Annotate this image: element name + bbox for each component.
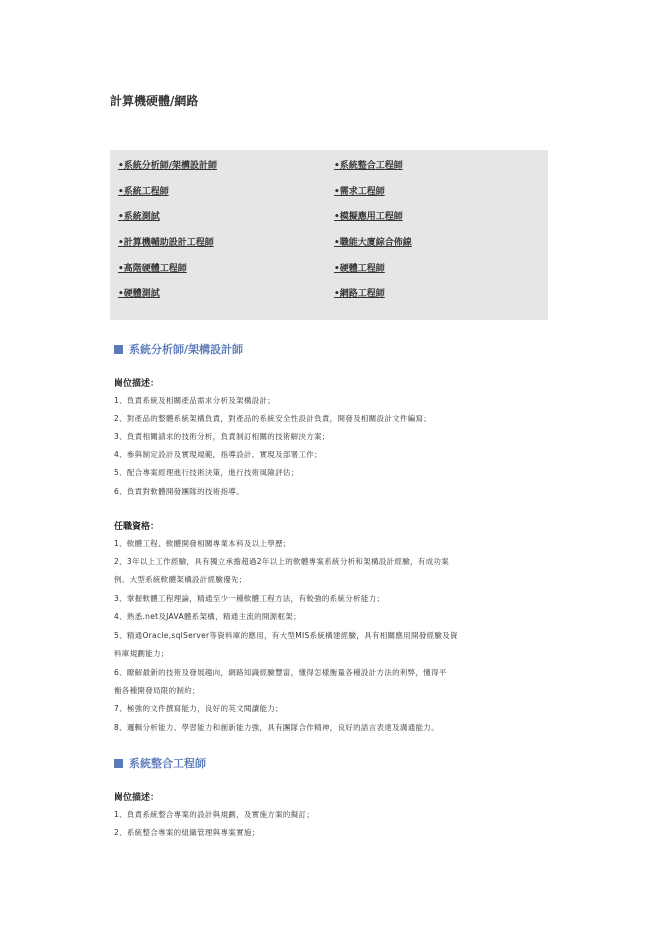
duty-line: 1、負責系統整合專案的設計與規劃，及實施方案的擬訂； [114, 810, 315, 819]
duty-line: 6、負責對軟體開發團隊的技術指導。 [114, 487, 244, 496]
toc-link[interactable]: •職能大廈綜合佈線 [334, 238, 412, 248]
qualification-line: 衡各種開發局限的制約； [114, 686, 200, 695]
duties-label: 崗位描述： [114, 793, 160, 803]
qualification-line: 例、大型系統軟體架構設計經驗優先； [114, 575, 247, 584]
toc-link[interactable]: •模擬應用工程師 [334, 212, 403, 222]
toc-link[interactable]: •硬體測試 [118, 289, 160, 299]
duty-line: 2、系統整合專案的組織管理與專案實施； [114, 828, 260, 837]
qualification-line: 3、掌握軟體工程理論，精通至少一種軟體工程方法，有較強的系統分析能力； [114, 594, 385, 603]
section-heading [114, 341, 243, 357]
toc-link[interactable]: •計算機輔助設計工程師 [118, 238, 214, 248]
page-title: 計算機硬體/網路 [110, 94, 199, 108]
duties-label: 崗位描述： [114, 379, 160, 389]
toc-link[interactable]: •系統測試 [118, 212, 160, 222]
toc-link[interactable]: •高階硬體工程師 [118, 264, 187, 274]
toc-link[interactable]: •系統工程師 [118, 187, 169, 197]
section-heading [114, 755, 206, 771]
qualification-line: 6、瞭解最新的技術及發展趨向，網路知識經驗豐富，懂得怎樣衡量各種設計方法的利弊，懂得平 [114, 668, 447, 677]
qualification-line: 1、軟體工程、軟體開發相關專業本科及以上學歷； [114, 539, 291, 548]
square-bullet-icon [114, 759, 123, 768]
qualification-line: 8、邏輯分析能力、學習能力和創新能力強，具有團隊合作精神，良好的語言表達及溝通能力。 [114, 723, 439, 732]
toc-box [110, 150, 548, 320]
qualification-line: 2、3年以上工作經驗，具有獨立承擔超過2年以上的軟體專案系統分析和架構設計經驗，有成功案 [114, 557, 450, 566]
section-title: 系統整合工程師 [129, 757, 206, 770]
toc-link[interactable]: •需求工程師 [334, 187, 385, 197]
toc-link[interactable]: •系統分析師/架構設計師 [118, 161, 218, 171]
duty-line: 4、參與制定設計及實現規範，指導設計、實現及部署工作； [114, 450, 322, 459]
qualification-line: 料庫規劃能力； [114, 649, 169, 658]
qualification-line: 7、極強的文件撰寫能力，良好的英文閱讀能力； [114, 704, 283, 713]
duty-line: 3、負責相關請求的技術分析，負責制訂相關的技術解決方案； [114, 432, 330, 441]
duty-line: 5、配合專案經理進行技術決策，進行技術風險評估； [114, 468, 299, 477]
square-bullet-icon [114, 345, 123, 354]
section-title: 系統分析師/架構設計師 [129, 343, 244, 356]
qualification-line: 5、精通Oracle,sqlServer等資料庫的應用，有大型MIS系統構建經驗，具有相關應用開發經驗及資 [114, 631, 458, 640]
qualifications-label: 任職資格： [114, 522, 160, 532]
qualification-line: 4、熟悉.net及JAVA體系架構，精通主流的開源框架； [114, 612, 301, 621]
toc-link[interactable]: •系統整合工程師 [334, 161, 403, 171]
duty-line: 1、負責系統及相關產品需求分析及架構設計； [114, 396, 276, 405]
toc-link[interactable]: •硬體工程師 [334, 264, 385, 274]
toc-link[interactable]: •網路工程師 [334, 289, 385, 299]
duty-line: 2、對產品的整體系統架構負責，對產品的系統安全性設計負責，開發及相關設計文件編寫； [114, 414, 432, 423]
